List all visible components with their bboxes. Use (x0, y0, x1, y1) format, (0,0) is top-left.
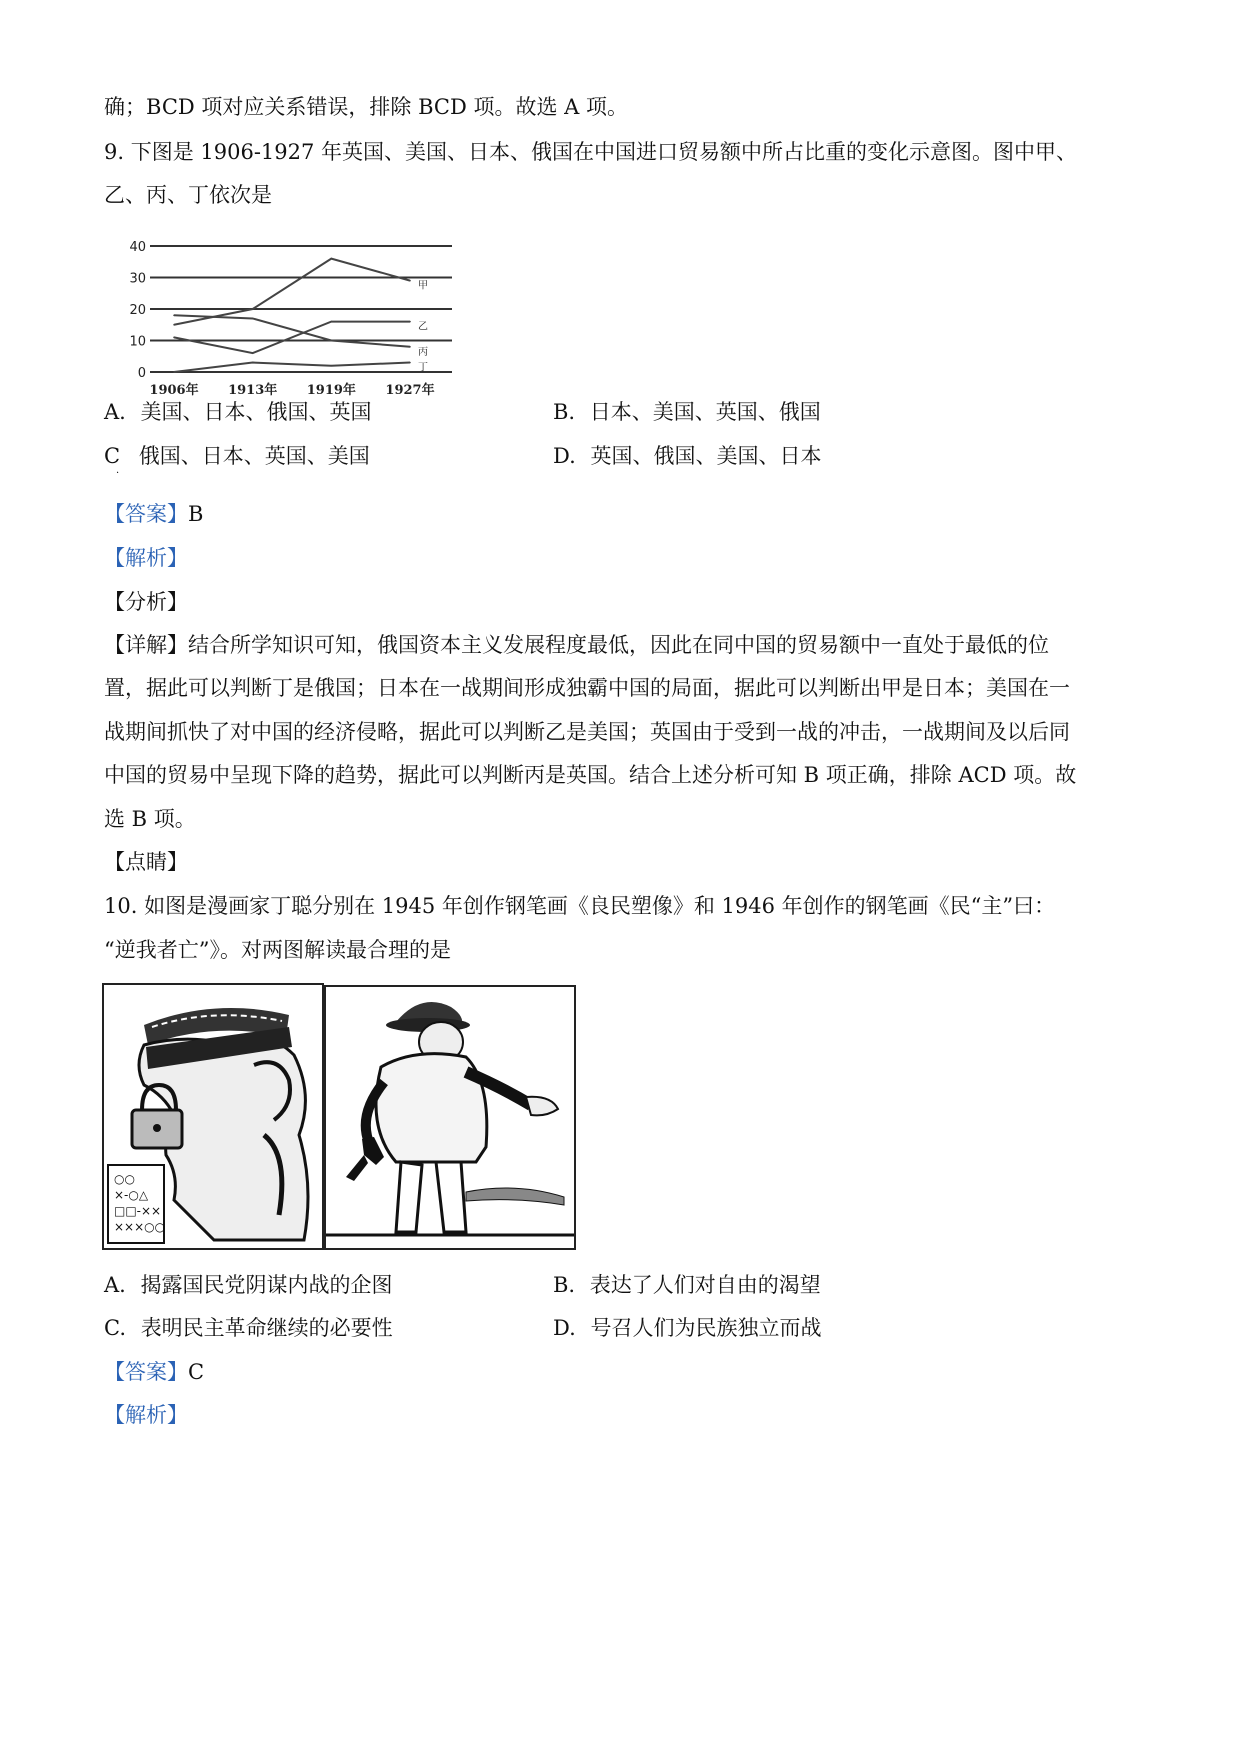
q9-analysis-tag: 【解析】 (104, 546, 188, 570)
q9-dianjing-tag: 【点睛】 (104, 850, 188, 874)
q9-detail-line-4: 中国的贸易中呈现下降的趋势，据此可以判断丙是英国。结合上述分析可知 B 项正确，排除 ACD 项。故 (104, 763, 1077, 787)
q9-option-a-label: A. (104, 400, 126, 424)
svg-text:□□-××: □□-×× (114, 1204, 162, 1218)
series-line (174, 363, 410, 372)
q9-option-d-text: 英国、俄国、美国、日本 (590, 444, 822, 468)
q10-answer-tag: 【答案】 (104, 1360, 188, 1384)
q9-stem-line-1: 9. 下图是 1906-1927 年英国、美国、日本、俄国在中国进口贸易额中所占比重的变化示意图。图中甲、 (104, 140, 1078, 164)
data-point (409, 346, 411, 348)
y-tick-label: 20 (129, 303, 146, 318)
svg-text:×-○△: ×-○△ (114, 1188, 149, 1202)
x-tick-label: 1906年 (149, 383, 199, 398)
data-point (409, 362, 411, 364)
series-label: 丁 (418, 362, 428, 374)
data-point (252, 352, 254, 354)
series-label: 乙 (418, 321, 428, 333)
data-point (173, 315, 175, 317)
q10-option-d-label: D. (553, 1316, 576, 1340)
cartoon-good-citizen-statue (102, 983, 324, 1250)
q10-answer-value: C (188, 1360, 205, 1384)
q9-detail-line-1: 【详解】结合所学知识可知，俄国资本主义发展程度最低，因此在同中国的贸易额中一直处于最低的位 (104, 633, 1049, 657)
q9-fenxi-tag: 【分析】 (104, 590, 188, 614)
stray-dot: · (116, 468, 120, 479)
data-point (173, 324, 175, 326)
data-point (252, 362, 254, 364)
q10-option-c[interactable] (104, 1313, 393, 1343)
series-label: 甲 (418, 280, 428, 292)
q9-option-a-text: 美国、日本、俄国、英国 (140, 400, 372, 424)
q9-option-a[interactable] (104, 397, 372, 427)
q9-option-d-label: D. (553, 444, 576, 468)
q10-option-a-text: 揭露国民党阴谋内战的企图 (140, 1273, 393, 1297)
q9-option-b[interactable] (553, 397, 821, 427)
data-point (173, 337, 175, 339)
q9-detail-line-3: 战期间抓快了对中国的经济侵略，据此可以判断乙是美国；英国由于受到一战的冲击，一战期间及以后同 (104, 720, 1070, 744)
y-tick-label: 40 (129, 240, 146, 255)
series-line (174, 322, 410, 354)
data-point (409, 321, 411, 323)
q10-option-b-label: B. (553, 1273, 576, 1297)
q10-stem-line-1: 10. 如图是漫画家丁聪分别在 1945 年创作钢笔画《良民塑像》和 1946 年创作的钢笔画《民“主”曰： (104, 894, 1056, 918)
q9-option-b-label: B. (553, 400, 576, 424)
q10-option-b-text: 表达了人们对自由的渴望 (589, 1273, 821, 1297)
series-line (174, 259, 410, 325)
q10-answer (104, 1357, 204, 1387)
q10-option-b[interactable] (553, 1270, 821, 1300)
data-point (331, 258, 333, 260)
statue-drawing (104, 985, 322, 1248)
q10-option-c-text: 表明民主革命继续的必要性 (140, 1316, 393, 1340)
y-tick-label: 10 (129, 334, 146, 350)
data-point (409, 280, 411, 282)
q9-option-b-text: 日本、美国、英国、俄国 (589, 400, 821, 424)
q10-option-d[interactable] (553, 1313, 821, 1343)
q10-stem-line-2: “逆我者亡”》。对两图解读最合理的是 (104, 938, 451, 962)
data-point (331, 321, 333, 323)
q9-detail-line-2: 置，据此可以判断丁是俄国；日本在一战期间形成独霸中国的局面，据此可以判断出甲是日本；美国在一 (104, 676, 1070, 700)
q10-option-a[interactable] (104, 1270, 393, 1300)
data-point (252, 318, 254, 320)
svg-text:○○: ○○ (114, 1172, 135, 1186)
q9-option-c[interactable] (104, 441, 370, 471)
q10-option-c-label: C. (104, 1316, 126, 1340)
q9-answer (104, 499, 203, 529)
data-point (331, 340, 333, 342)
q9-answer-tag: 【答案】 (104, 502, 188, 526)
data-point (252, 308, 254, 310)
data-point (331, 365, 333, 367)
q10-analysis-tag: 【解析】 (104, 1403, 188, 1427)
q10-option-a-label: A. (104, 1273, 126, 1297)
x-tick-label: 1927年 (385, 383, 435, 398)
x-tick-label: 1913年 (228, 383, 278, 398)
q9-detail-line-5: 选 B 项。 (104, 807, 196, 831)
q9-answer-value: B (188, 502, 204, 526)
series-line (174, 315, 410, 347)
data-point (173, 371, 175, 373)
y-tick-label: 30 (129, 271, 146, 287)
q9-stem-line-2: 乙、丙、丁依次是 (104, 183, 272, 207)
y-tick-label: 0 (137, 366, 146, 381)
q9-option-c-label: C (104, 444, 121, 468)
cartoon-man-with-pistol (324, 985, 576, 1250)
x-tick-label: 1919年 (306, 383, 356, 398)
q8-tail-text: 确；BCD 项对应关系错误，排除 BCD 项。故选 A 项。 (104, 95, 628, 119)
series-label: 丙 (418, 346, 428, 358)
svg-text:×××○○: ×××○○ (114, 1220, 166, 1234)
q10-option-d-text: 号召人们为民族独立而战 (590, 1316, 822, 1340)
q9-option-d[interactable] (553, 441, 821, 471)
q9-option-c-text: 俄国、日本、英国、美国 (138, 444, 370, 468)
pistol-man-drawing (326, 987, 574, 1248)
